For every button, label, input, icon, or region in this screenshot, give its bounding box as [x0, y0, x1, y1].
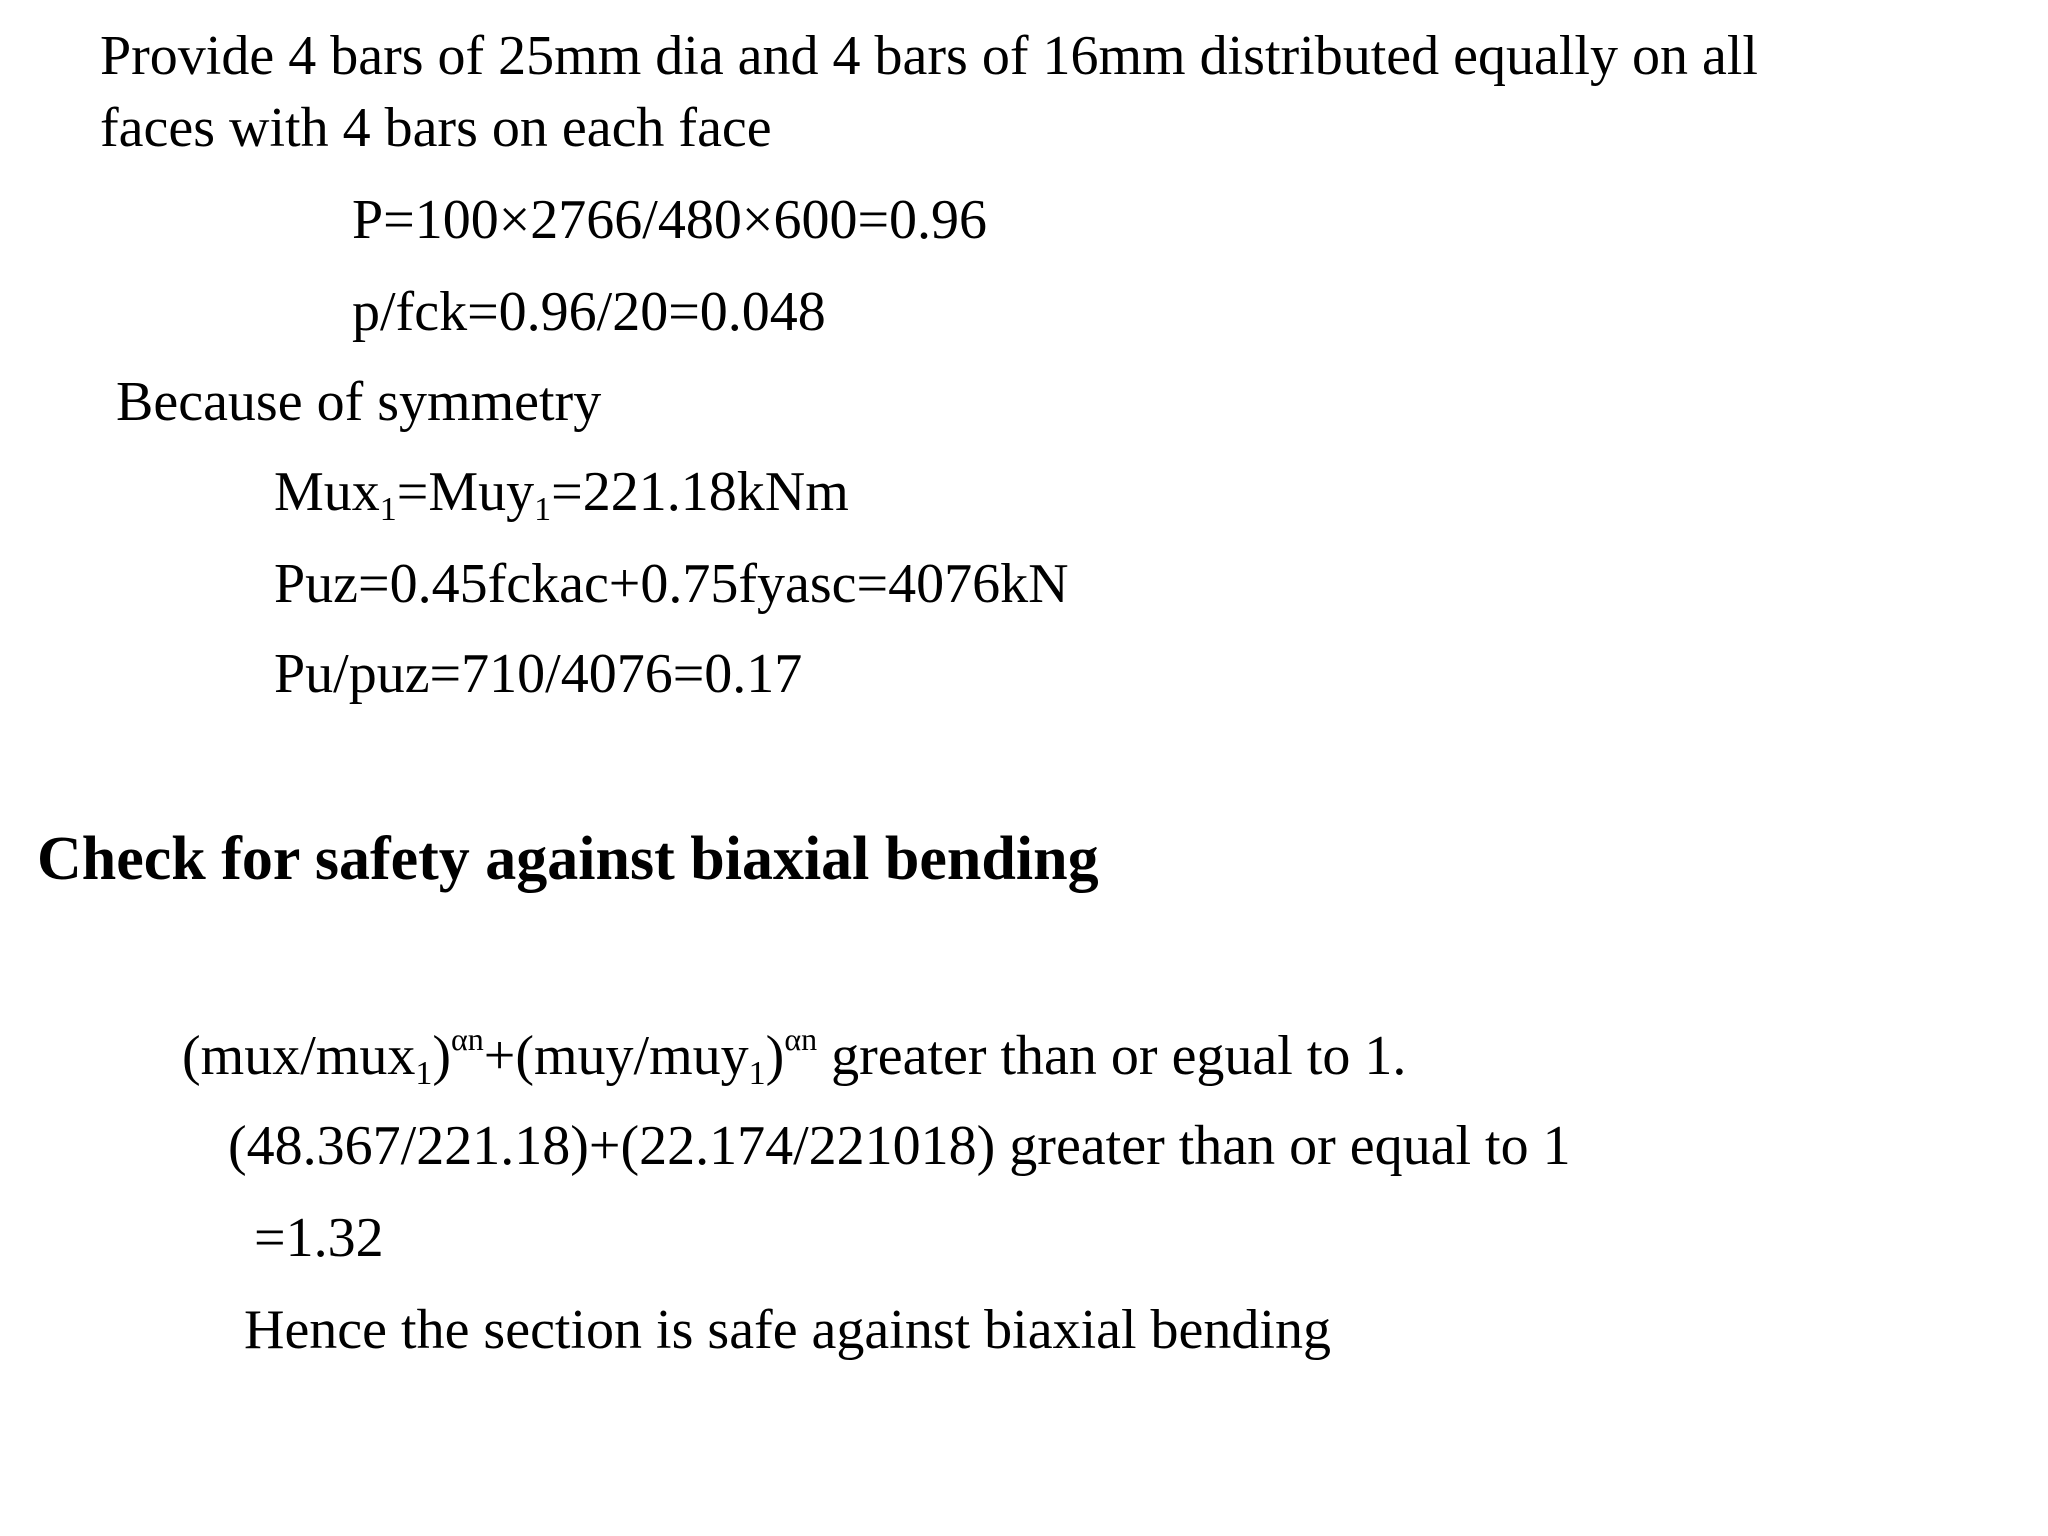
calc-p: P=100×2766/480×600=0.96 [352, 189, 988, 251]
substitution-line: (48.367/221.18)+(22.174/221018) greater than or equal to 1 [228, 1115, 1571, 1177]
result-line: =1.32 [254, 1207, 384, 1269]
formula-superscript-2: αn [784, 1021, 818, 1057]
formula-part-2: ) [432, 1025, 451, 1087]
moment-line [274, 461, 849, 529]
formula-part-1: (mux/mux [182, 1025, 416, 1087]
formula-subscript-2: 1 [748, 1055, 766, 1093]
formula-part-3: +(muy/muy [483, 1025, 749, 1087]
intro-line-2: faces with 4 bars on each face [100, 97, 772, 159]
puz-line: Puz=0.45fckac+0.75fyasc=4076kN [274, 553, 1069, 615]
muy-text: =Muy [396, 461, 535, 523]
pu-puz-line: Pu/puz=710/4076=0.17 [274, 643, 803, 705]
interaction-formula [182, 1021, 1407, 1093]
mux-subscript: 1 [379, 491, 397, 529]
muy-subscript: 1 [534, 491, 552, 529]
formula-part-5: greater than or egual to 1. [817, 1025, 1407, 1087]
formula-part-4: ) [765, 1025, 785, 1087]
calc-p-fck: p/fck=0.96/20=0.048 [352, 281, 826, 343]
moment-value: =221.18kNm [551, 461, 849, 523]
formula-superscript-1: αn [450, 1021, 484, 1057]
formula-subscript-1: 1 [415, 1055, 433, 1093]
mux-text: Mux [274, 461, 380, 523]
intro-line-1: Provide 4 bars of 25mm dia and 4 bars of 16mm distributed equally on all [100, 25, 1758, 87]
symmetry-label: Because of symmetry [116, 371, 602, 433]
section-heading: Check for safety against biaxial bending [37, 825, 1099, 893]
conclusion-line: Hence the section is safe against biaxial bending [244, 1299, 1331, 1361]
